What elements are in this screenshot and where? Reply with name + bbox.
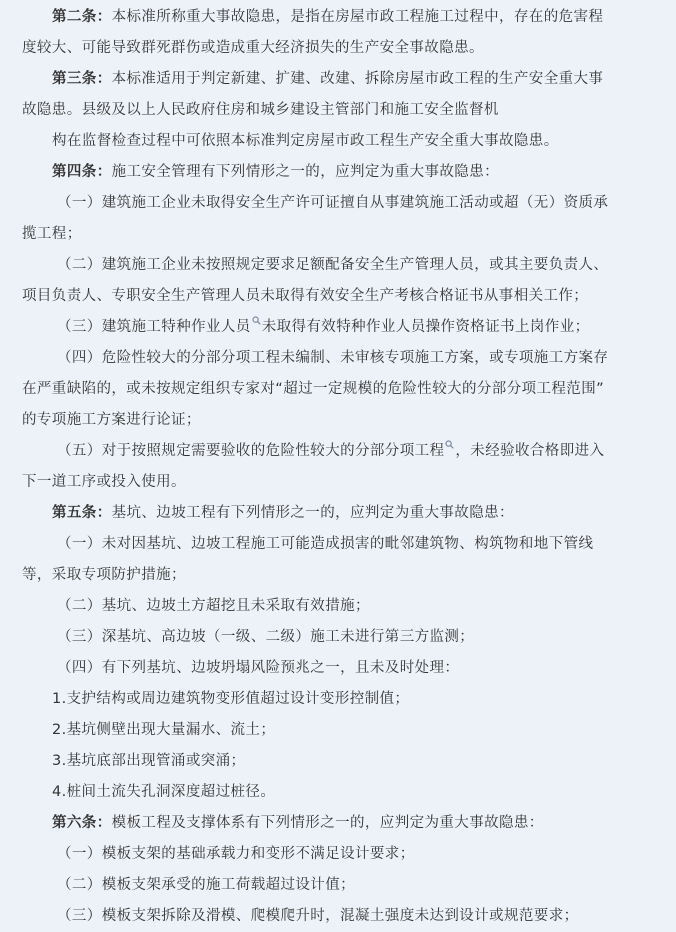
article-4-item-5-line-1 — [22, 436, 636, 467]
article-6-item-1: （一）模板支架的基础承载力和变形不满足设计要求； — [57, 846, 415, 862]
article-4-text: 施工安全管理有下列情形之一的，应判定为重大事故隐患： — [111, 164, 500, 180]
article-3-line-1 — [22, 64, 636, 95]
article-2-text: 本标准所称重大事故隐患，是指在房屋市政工程施工过程中，存在的危害程 — [111, 9, 604, 25]
search-icon[interactable] — [252, 316, 261, 325]
article-4-item-3-text-a: （三）建筑施工特种作业人员 — [57, 319, 251, 335]
article-4-item-2-line-1: （二）建筑施工企业未按照规定要求足额配备安全生产管理人员，或其主要负责人、 — [57, 257, 609, 273]
article-5-text: 基坑、边坡工程有下列情形之一的，应判定为重大事故隐患： — [111, 505, 514, 521]
article-4-item-3-text-b: 未取得有效特种作业人员操作资格证书上岗作业； — [261, 319, 590, 335]
article-4-item-1-line-1: （一）建筑施工企业未取得安全生产许可证擅自从事建筑施工活动或超（无）资质承 — [57, 195, 609, 211]
article-6-item-3: （三）模板支架拆除及滑模、爬模爬升时，混凝土强度未达到设计或规范要求； — [57, 908, 579, 924]
article-4-item-4-line-1: （四）危险性较大的分部分项工程未编制、未审核专项施工方案，或专项施工方案存 — [57, 350, 609, 366]
article-4-item-3 — [22, 312, 636, 343]
article-4-label: 第四条： — [52, 164, 112, 180]
article-4-item-5-text-a: （五）对于按照规定需要验收的危险性较大的分部分项工程 — [57, 443, 445, 459]
article-5-sub-3: 3.基坑底部出现管涌或突涌； — [52, 753, 246, 769]
article-5-item-4: （四）有下列基坑、边坡坍塌风险预兆之一，且未及时处理： — [57, 660, 460, 676]
article-5-label: 第五条： — [52, 505, 112, 521]
article-2-line-2: 度较大、可能导致群死群伤或造成重大经济损失的生产安全事故隐患。 — [22, 40, 484, 56]
search-icon[interactable] — [445, 440, 454, 449]
article-4-item-4-line-3: 的专项施工方案进行论证； — [22, 412, 201, 428]
article-4-line-1 — [22, 157, 636, 188]
article-6-item-2: （二）模板支架承受的施工荷载超过设计值； — [57, 877, 355, 893]
article-5-item-3: （三）深基坑、高边坡（一级、二级）施工未进行第三方监测； — [57, 629, 475, 645]
article-4-item-5-line-2: 下一道工序或投入使用。 — [22, 474, 186, 490]
article-6-text: 模板工程及支撑体系有下列情形之一的，应判定为重大事故隐患： — [111, 815, 544, 831]
article-3-line-3: 构在监督检查过程中可依照本标准判定房屋市政工程生产安全重大事故隐患。 — [52, 133, 559, 149]
article-3-text: 本标准适用于判定新建、扩建、改建、拆除房屋市政工程的生产安全重大事 — [111, 71, 604, 87]
article-5-sub-4: 4.桩间土流失孔洞深度超过桩径。 — [52, 784, 276, 800]
article-5-item-1-line-2: 等，采取专项防护措施； — [22, 567, 186, 583]
document-body — [22, 2, 636, 932]
article-5-sub-1: 1.支护结构或周边建筑物变形值超过设计变形控制值； — [52, 691, 410, 707]
article-5-line-1 — [22, 498, 636, 529]
article-5-sub-2: 2.基坑侧壁出现大量漏水、流土； — [52, 722, 276, 738]
article-3-line-2: 故隐患。县级及以上人民政府住房和城乡建设主管部门和施工安全监督机 — [22, 102, 499, 118]
article-2-line-1 — [22, 2, 636, 33]
article-2-label: 第二条： — [52, 9, 112, 25]
article-4-item-1-line-2: 揽工程； — [22, 226, 82, 242]
article-4-item-4-line-2: 在严重缺陷的，或未按规定组织专家对“超过一定规模的危险性较大的分部分项工程范围” — [22, 381, 605, 397]
article-3-label: 第三条： — [52, 71, 112, 87]
article-5-item-1-line-1: （一）未对因基坑、边坡工程施工可能造成损害的毗邻建筑物、构筑物和地下管线 — [57, 536, 594, 552]
article-4-item-5-text-b: ，未经验收合格即进入 — [455, 443, 605, 459]
article-5-item-2: （二）基坑、边坡土方超挖且未采取有效措施； — [57, 598, 370, 614]
article-4-item-2-line-2: 项目负责人、专职安全生产管理人员未取得有效安全生产考核合格证书从事相关工作； — [22, 288, 589, 304]
article-6-line-1 — [22, 808, 636, 839]
article-6-label: 第六条： — [52, 815, 112, 831]
